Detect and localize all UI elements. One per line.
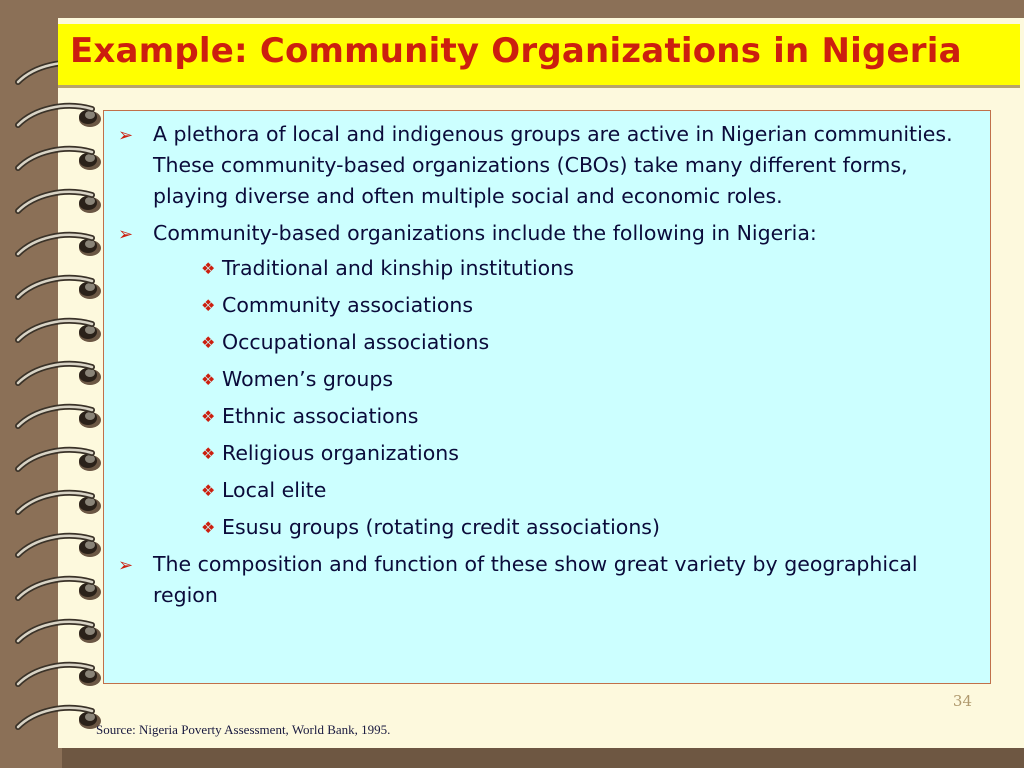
- sub-bullet-text: Local elite: [222, 478, 327, 502]
- sub-bullet-text: Occupational associations: [222, 330, 490, 354]
- page-shadow: [62, 748, 1024, 768]
- title-bar: [58, 24, 1020, 85]
- four-diamond-icon: ❖: [201, 481, 216, 500]
- four-diamond-icon: ❖: [201, 333, 216, 352]
- four-diamond-icon: ❖: [201, 296, 216, 315]
- sub-bullet-item: [153, 401, 976, 432]
- sub-bullet-item: [153, 327, 976, 358]
- bullet-list: [116, 119, 976, 617]
- sub-bullet-item: [153, 364, 976, 395]
- sub-bullet-item: [153, 253, 976, 284]
- spiral-ring-icon: [14, 482, 104, 516]
- spiral-ring-icon: [14, 525, 104, 559]
- bullet-text: A plethora of local and indigenous groups are active in Nigerian communities. These community-based organizations (CBOs) take many different forms, playing diverse and often multiple social and economic roles.: [153, 122, 953, 208]
- spiral-ring-icon: [14, 181, 104, 215]
- source-note: Source: Nigeria Poverty Assessment, World Bank, 1995.: [96, 722, 391, 737]
- bullet-item: [116, 218, 976, 543]
- four-diamond-icon: ❖: [201, 259, 216, 278]
- sub-bullet-item: [153, 290, 976, 321]
- sub-bullet-item: [153, 475, 976, 506]
- bullet-text: The composition and function of these show great variety by geographical region: [153, 552, 918, 607]
- sub-bullet-item: [153, 512, 976, 543]
- spiral-ring-icon: [14, 439, 104, 473]
- bullet-text: Community-based organizations include the following in Nigeria:: [153, 221, 817, 245]
- sub-bullet-item: [153, 438, 976, 469]
- four-diamond-icon: ❖: [201, 407, 216, 426]
- spiral-ring-icon: [14, 568, 104, 602]
- spiral-ring-icon: [14, 697, 104, 731]
- spiral-ring-icon: [14, 353, 104, 387]
- spiral-ring-icon: [14, 611, 104, 645]
- page-number: 34: [952, 692, 972, 710]
- four-diamond-icon: ❖: [201, 518, 216, 537]
- sub-bullet-text: Women’s groups: [222, 367, 394, 391]
- spiral-ring-icon: [14, 138, 104, 172]
- spiral-ring-icon: [14, 224, 104, 258]
- content-box: [103, 110, 991, 684]
- spiral-ring-icon: [14, 267, 104, 301]
- spiral-ring-icon: [14, 310, 104, 344]
- sub-bullet-text: Esusu groups (rotating credit associations): [222, 515, 660, 539]
- arrow-right-icon: ➢: [118, 224, 134, 245]
- four-diamond-icon: ❖: [201, 444, 216, 463]
- sub-bullet-text: Ethnic associations: [222, 404, 419, 428]
- spiral-ring-icon: [14, 654, 104, 688]
- spiral-ring-icon: [14, 396, 104, 430]
- sub-bullet-text: Religious organizations: [222, 441, 459, 465]
- bullet-item: [116, 119, 976, 212]
- bullet-item: [116, 549, 976, 611]
- sub-bullet-text: Traditional and kinship institutions: [222, 256, 574, 280]
- slide-title: Example: Community Organizations in Nigeria: [70, 31, 962, 71]
- arrow-right-icon: ➢: [118, 555, 134, 576]
- sub-bullet-list: [153, 253, 976, 543]
- spiral-ring-icon: [14, 95, 104, 129]
- sub-bullet-text: Community associations: [222, 293, 474, 317]
- arrow-right-icon: ➢: [118, 125, 134, 146]
- four-diamond-icon: ❖: [201, 370, 216, 389]
